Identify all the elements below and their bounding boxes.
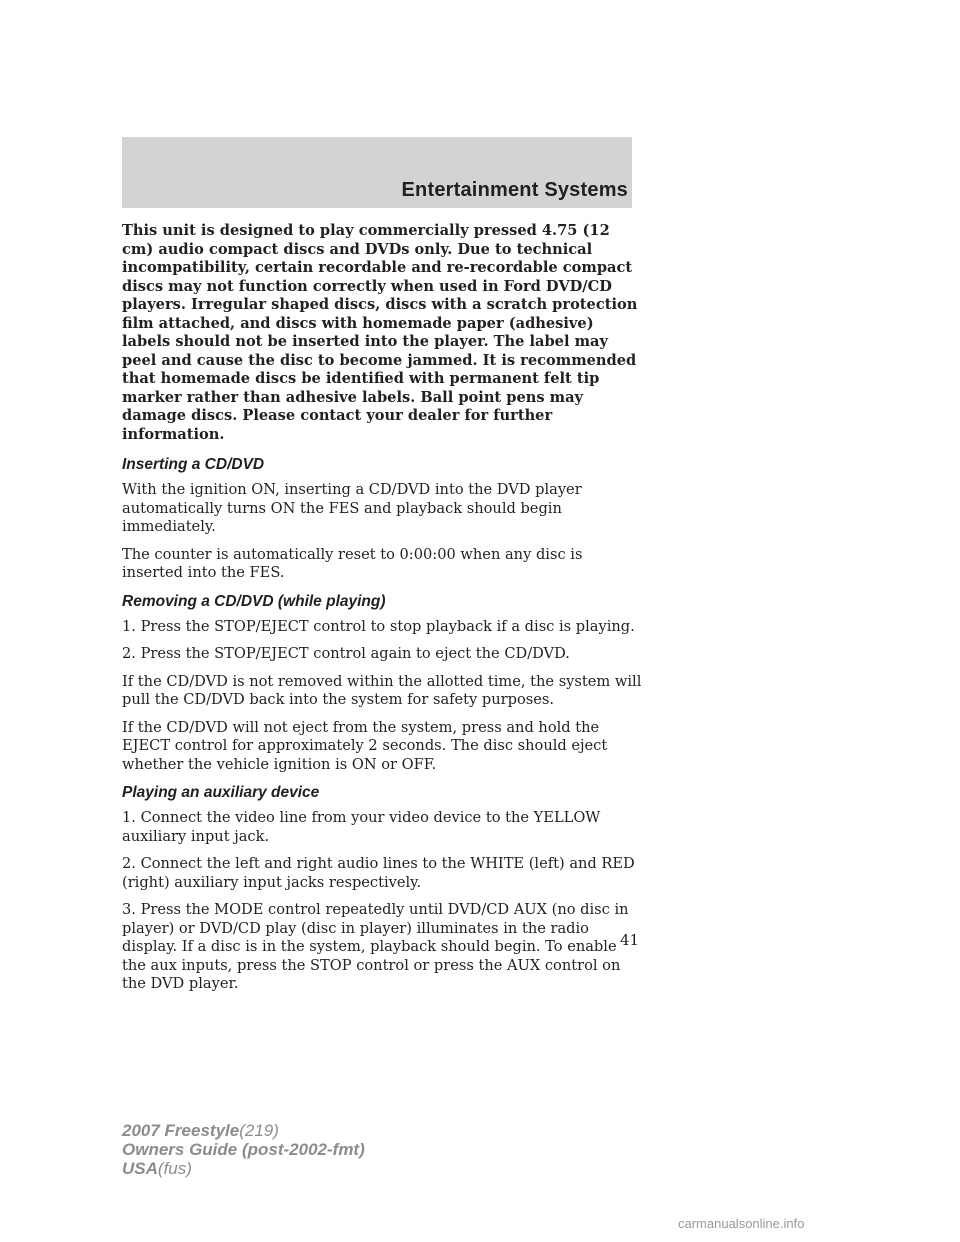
section-title: Entertainment Systems — [401, 179, 628, 201]
heading-auxiliary-device: Playing an auxiliary device — [122, 784, 320, 801]
page-number: 41 — [620, 931, 640, 949]
disc-warning-text: This unit is designed to play commercially pressed 4.75 (12 cm) audio compact discs and DVDs only. Due to technical incompatibility, certain recordable and re-recordable compact discs may not function correctly when used in Ford DVD/CD players. Irregular shaped discs, discs with a scratch protection film attached, and discs with homemade paper (adhesive) labels should not be inserted into the player. The label may peel and cause the disc to become jammed. It is recommended that homemade discs be identified with permanent felt tip marker rather than adhesive labels. Ball point pens may damage discs. Please contact your dealer for further information. — [122, 222, 638, 443]
paragraph: 3. Press the MODE control repeatedly until DVD/CD AUX (no disc in player) or DVD/CD play (disc in player) illuminates in the radio display. If a disc is in the system, playback should begin. To enable the aux inputs, press the STOP control or press the AUX control on the DVD player. — [122, 901, 629, 992]
paragraph: 1. Press the STOP/EJECT control to stop playback if a disc is playing. — [122, 617, 635, 635]
footer-guide-name: Owners Guide (post-2002-fmt) — [122, 1140, 365, 1159]
footer-line-1 — [122, 1121, 365, 1140]
paragraph: With the ignition ON, inserting a CD/DVD into the DVD player automatically turns ON the FES and playback should begin immediately. — [122, 481, 582, 535]
footer-line-2 — [122, 1140, 365, 1159]
footer-market: USA — [122, 1159, 158, 1178]
paragraph: The counter is automatically reset to 0:00:00 when any disc is inserted into the FES. — [122, 545, 583, 581]
paragraph: If the CD/DVD will not eject from the system, press and hold the EJECT control for approximately 2 seconds. The disc should eject whether the vehicle ignition is ON or OFF. — [122, 718, 608, 773]
watermark: carmanualsonline.info — [678, 1216, 805, 1231]
heading-inserting-disc: Inserting a CD/DVD — [122, 456, 265, 473]
paragraph: If the CD/DVD is not removed within the allotted time, the system will pull the CD/DVD back into the system for safety purposes. — [122, 672, 642, 708]
paragraph: 2. Connect the left and right audio lines to the WHITE (left) and RED (right) auxiliary input jacks respectively. — [122, 855, 635, 891]
paragraph: 1. Connect the video line from your video device to the YELLOW auxiliary input jack. — [122, 809, 601, 845]
footer-line-3 — [122, 1159, 365, 1178]
document-footer — [122, 1121, 365, 1178]
footer-market-code: (fus) — [157, 1159, 192, 1178]
footer-model-code: (219) — [239, 1121, 279, 1140]
page-content — [122, 222, 642, 1003]
heading-removing-disc: Removing a CD/DVD (while playing) — [122, 592, 386, 610]
paragraph: 2. Press the STOP/EJECT control again to eject the CD/DVD. — [122, 645, 570, 662]
section-header-band — [122, 137, 632, 208]
footer-model: 2007 Freestyle — [122, 1121, 240, 1140]
